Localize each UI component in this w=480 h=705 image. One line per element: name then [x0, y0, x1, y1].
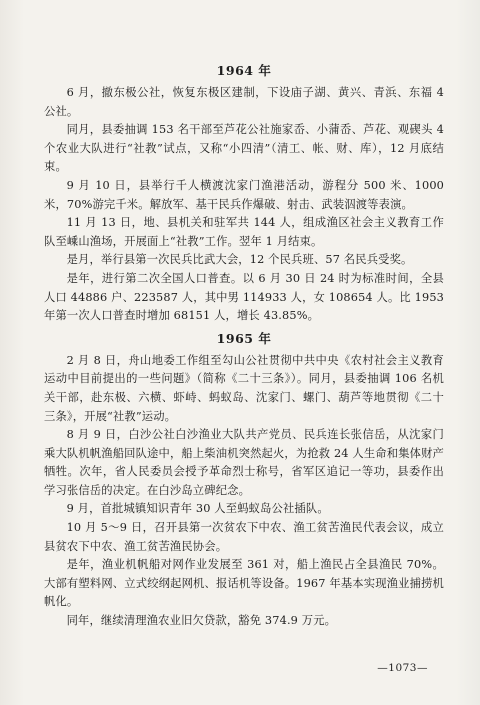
paragraph: 9 月 10 日，县举行千人横渡沈家门渔港活动，游程分 500 米、1000 米，70%游完千米。解放军、基干民兵作爆破、射击、武装泅渡等表演。 [44, 178, 444, 211]
paragraph: 8 月 9 日，白沙公社白沙渔业大队共产党员、民兵连长张信岳，从沈家门乘大队机帆渔船回队途中，船上柴油机突然起火，为抢救 24 人生命和集体财产牺牲。次年，省人民委员会授予革命烈士称号，省军区追记一等功，县委作出学习张信岳的决定。在白沙岛立碑纪念。 [44, 428, 444, 497]
paragraph: 同月，县委抽调 153 名干部至芦花公社施家岙、小蒲岙、芦花、观碶头 4 个农业大队进行“社教”试点，又称“小四清”（清工、帐、财、库），12 月底结束。 [44, 123, 444, 174]
paragraph: 同年，继续清理渔农业旧欠贷款，豁免 374.9 万元。 [66, 614, 337, 628]
year-heading-1965: 1965 年 [216, 330, 272, 346]
page-number: —1073— [377, 662, 428, 674]
paragraph: 6 月，撤东极公社，恢复东极区建制，下设庙子湖、黄兴、青浜、东福 4 公社。 [44, 86, 444, 118]
paragraph: 10 月 5～9 日，召开县第一次贫农下中农、渔工贫苦渔民代表会议，成立县贫农下中农、渔工贫苦渔民协会。 [44, 521, 444, 553]
paragraph: 9 月，首批城镇知识青年 30 人至蚂蚁岛公社插队。 [66, 502, 329, 516]
paragraph: 11 月 13 日，地、县机关和驻军共 144 人，组成渔区社会主义教育工作队至嵊山渔场，开展面上“社教”工作。翌年 1 月结束。 [44, 216, 444, 248]
paragraph: 是月，举行县第一次民兵比武大会，12 个民兵班、57 名民兵受奖。 [66, 253, 413, 267]
paragraph: 是年，进行第二次全国人口普查。以 6 月 30 日 24 时为标准时间，全县人口 44886 户、223587 人，其中男 114933 人，女 108654 人。比 1953 年第一次人口普查时增加 68151 人，增长 43.85%。 [44, 271, 444, 323]
paragraph: 是年，渔业机帆船对网作业发展至 361 对，船上渔民占全县渔民 70%。大部有塑料网、立式绞纲起网机、报话机等设备。1967 年基本实现渔业捕捞机帆化。 [44, 558, 444, 609]
year-heading-1964: 1964 年 [216, 63, 272, 78]
paragraph: 2 月 8 日，舟山地委工作组至勾山公社贯彻中共中央《农村社会主义教育运动中目前提出的一些问题》（简称《二十三条》）。同月，县委抽调 106 名机关干部，赴东极、六横、虾峙、蚂蚁岛、沈家门、螺门、葫芦等地贯彻《二十三条》，开展“社教”运动。 [44, 353, 444, 423]
